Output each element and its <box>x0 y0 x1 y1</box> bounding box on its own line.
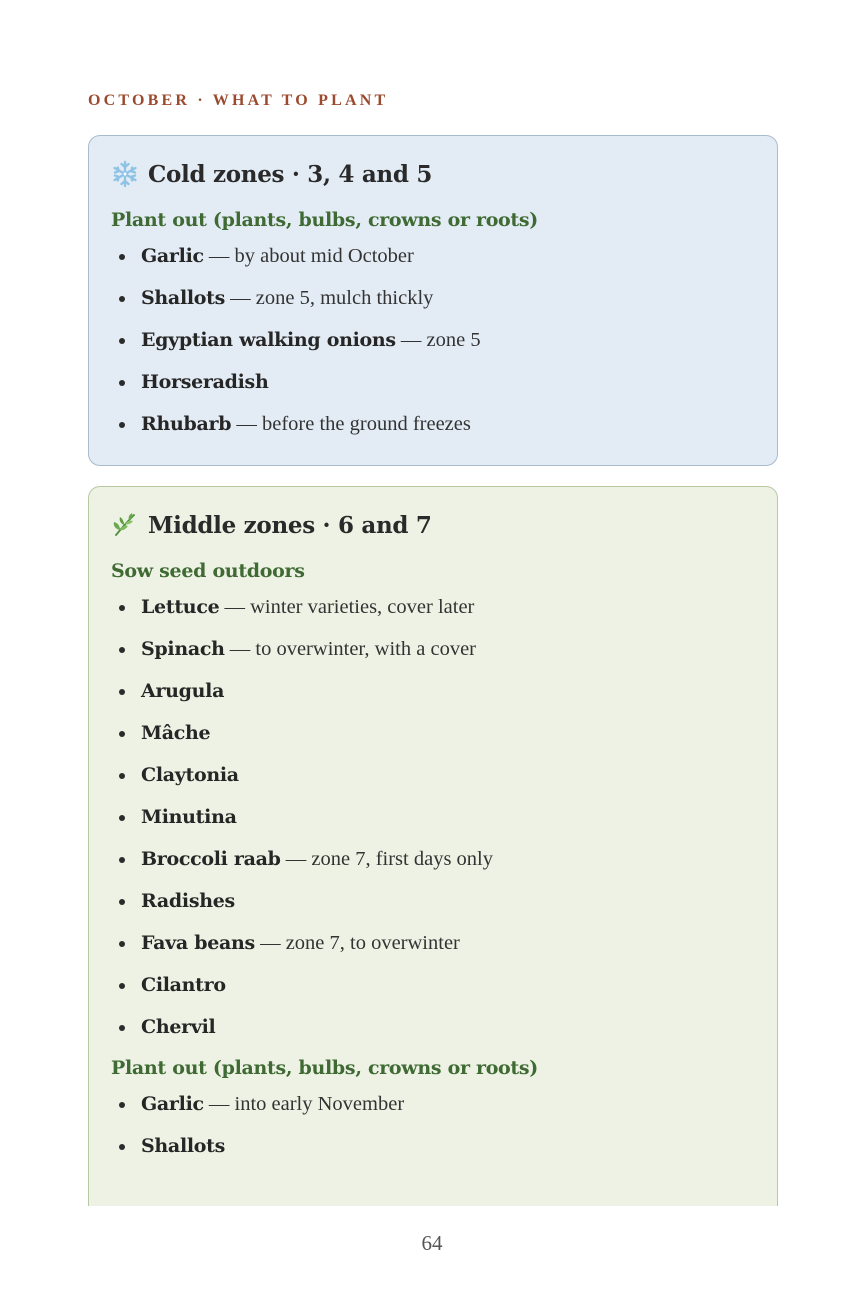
item-note: — zone 7, to overwinter <box>254 932 460 954</box>
item-name: Fava beans <box>141 932 255 954</box>
herb-leaf-icon <box>111 511 139 539</box>
item-note: — to overwinter, with a cover <box>224 638 477 660</box>
list-item <box>111 586 755 628</box>
list-item <box>111 628 755 670</box>
item-name: Cilantro <box>141 974 226 996</box>
list-item <box>111 796 755 838</box>
item-name: Garlic <box>141 245 204 267</box>
item-name: Horseradish <box>141 371 269 393</box>
item-name: Shallots <box>141 1135 226 1157</box>
page-number: 64 <box>421 1231 443 1255</box>
cold-plant-out-label: Plant out (plants, bulbs, crowns or roots) <box>111 209 538 231</box>
list-item <box>111 403 755 445</box>
item-name: Mâche <box>141 722 211 744</box>
item-name: Egyptian walking onions <box>141 329 396 351</box>
list-item <box>111 1125 755 1167</box>
list-item <box>111 838 755 880</box>
item-name: Broccoli raab <box>141 848 281 870</box>
list-item <box>111 319 755 361</box>
middle-zones-card <box>88 486 778 1206</box>
item-name: Minutina <box>141 806 237 828</box>
item-name: Radishes <box>141 890 235 912</box>
list-item <box>111 277 755 319</box>
list-item <box>111 670 755 712</box>
list-item <box>111 964 755 1006</box>
list-item <box>111 1006 755 1048</box>
item-note: — before the ground freezes <box>231 413 471 435</box>
cold-zones-title: Cold zones · 3, 4 and 5 <box>148 160 433 188</box>
list-item <box>111 922 755 964</box>
list-item <box>111 754 755 796</box>
middle-sow-seed-label: Sow seed outdoors <box>111 560 305 582</box>
cold-zones-card <box>88 135 778 466</box>
list-item <box>111 712 755 754</box>
list-item <box>111 1083 755 1125</box>
item-note: — zone 5 <box>395 329 481 351</box>
item-name: Shallots <box>141 287 226 309</box>
item-name: Arugula <box>141 680 225 702</box>
list-item <box>111 361 755 403</box>
list-item <box>111 880 755 922</box>
middle-sow-seed-list <box>111 586 755 1048</box>
item-note: — by about mid October <box>203 245 414 267</box>
page-header: OCTOBER · WHAT TO PLANT <box>88 92 389 109</box>
item-name: Chervil <box>141 1016 216 1038</box>
item-note: — zone 7, first days only <box>280 848 493 870</box>
snowflake-icon <box>111 160 139 188</box>
item-name: Claytonia <box>141 764 239 786</box>
item-name: Spinach <box>141 638 225 660</box>
item-name: Lettuce <box>141 596 220 618</box>
cold-zones-title-row <box>111 154 755 194</box>
item-note: — into early November <box>203 1093 405 1115</box>
item-name: Rhubarb <box>141 413 232 435</box>
middle-plant-out-list <box>111 1083 755 1167</box>
item-note: — winter varieties, cover later <box>219 596 475 618</box>
cold-plant-out-list <box>111 235 755 445</box>
item-name: Garlic <box>141 1093 204 1115</box>
middle-plant-out-label: Plant out (plants, bulbs, crowns or roots) <box>111 1057 538 1079</box>
middle-zones-title-row <box>111 505 755 545</box>
middle-zones-title: Middle zones · 6 and 7 <box>148 511 432 539</box>
list-item <box>111 235 755 277</box>
item-note: — zone 5, mulch thickly <box>225 287 434 309</box>
